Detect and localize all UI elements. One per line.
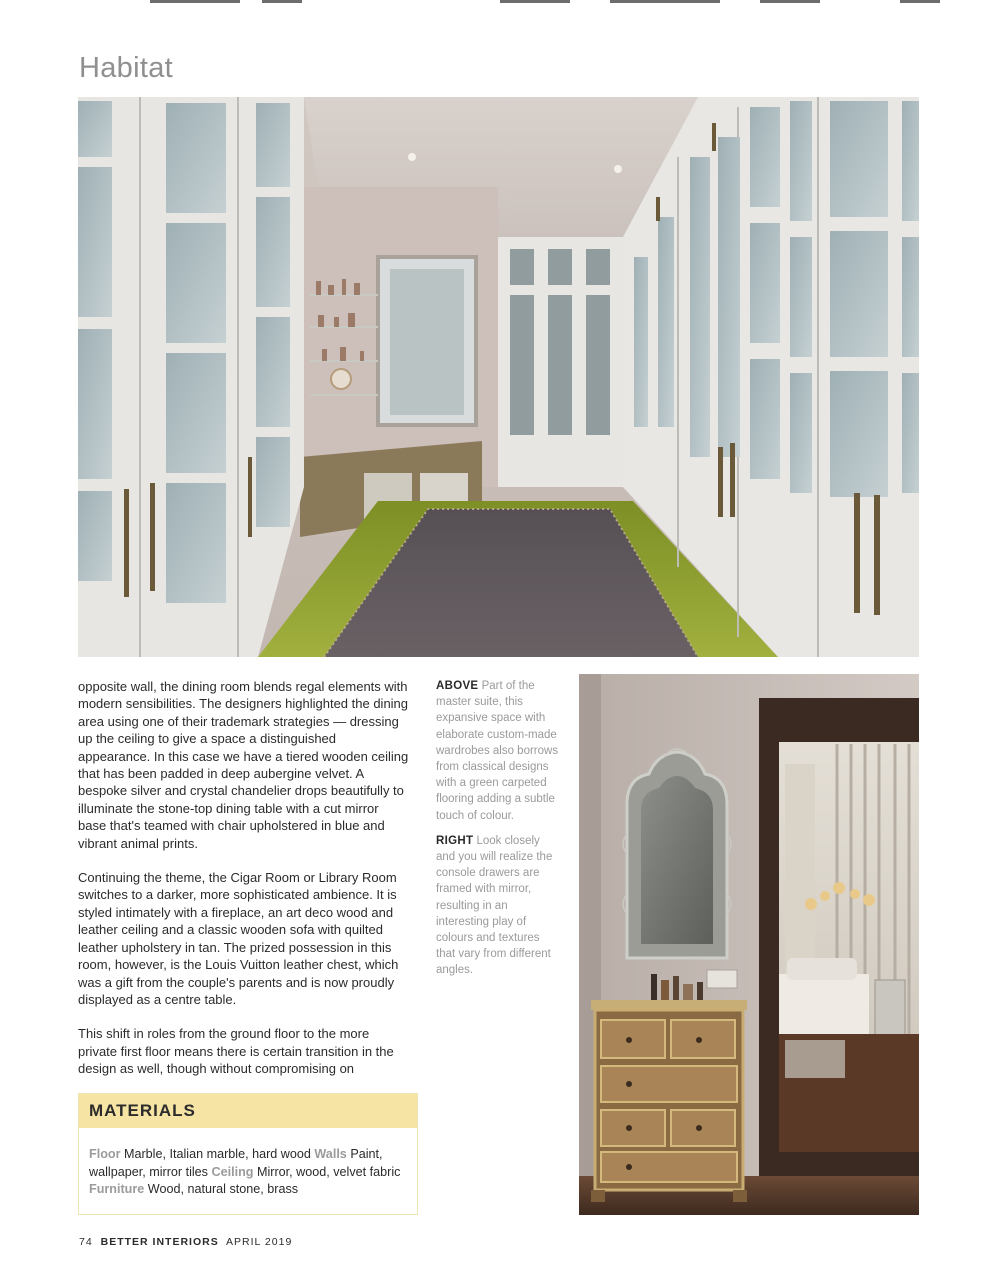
magazine-name: BETTER INTERIORS [100,1236,219,1248]
materials-label: Walls [314,1147,347,1161]
caption-above [436,678,560,824]
caption-label: RIGHT [436,834,474,847]
body-paragraph: This shift in roles from the ground floor to the more private first floor means there is certain transition in the design as well, though without compromising on [78,1026,394,1077]
materials-heading: MATERIALS [89,1101,196,1120]
caption-text: Part of the master suite, this expansive space with elaborate custom-made wardrobes also borrows from classical designs with a green carpeted flooring adding a subtle touch of colour. [436,680,559,822]
caption-text: Look closely and you will realize the console drawers are framed with mirror, resulting in an interesting play of colours and textures that vary from different angles. [436,834,553,977]
article-body [78,678,410,1095]
materials-box [78,1093,418,1215]
cropped-previous-line [0,0,1000,4]
materials-value: Paint, wallpaper, mirror tiles [89,1147,383,1179]
materials-label: Floor [89,1147,121,1161]
page-footer [79,1236,292,1248]
page-number: 74 [79,1236,93,1248]
materials-value: Marble, Italian marble, hard wood [123,1147,311,1161]
materials-header [79,1094,417,1128]
materials-label: Ceiling [211,1164,254,1179]
materials-label: Furniture [89,1182,145,1196]
body-paragraph: Continuing the theme, the Cigar Room or Library Room switches to a darker, more sophisticated ambience. It is styled intimately with a fireplace, an art deco wood and leather ceiling and a classic wooden sofa with quilted leather upholstery in tan. The prized possession in this room, however, is the Louis Vuitton leather chest, which was a gift from the couple's parents and is now proudly displayed as a centre table. [78,870,399,1007]
materials-list [79,1128,417,1199]
caption-label: ABOVE [436,680,479,692]
wardrobe-photo [78,97,919,657]
caption-right [436,833,560,979]
body-paragraph: opposite wall, the dining room blends regal elements with modern sensibilities. The designers highlighted the dining area using one of their trademark strategies — dressing up the ceiling to give a space a distinguished appearance. In this case we have a tiered wooden ceiling that has been padded in deep aubergine velvet. A bespoke silver and crystal chandelier drops beautifully to illuminate the stone-top dining table with a cut mirror base that's teamed with chair upholstered in blue and vibrant animal prints. [78,679,409,851]
materials-value: Wood, natural stone, brass [147,1182,299,1196]
materials-value: Mirror, wood, velvet fabric [256,1164,401,1179]
photo-captions [436,678,560,988]
section-title: Habitat [79,52,173,84]
console-photo [579,674,919,1215]
issue-date: APRIL 2019 [226,1236,293,1248]
